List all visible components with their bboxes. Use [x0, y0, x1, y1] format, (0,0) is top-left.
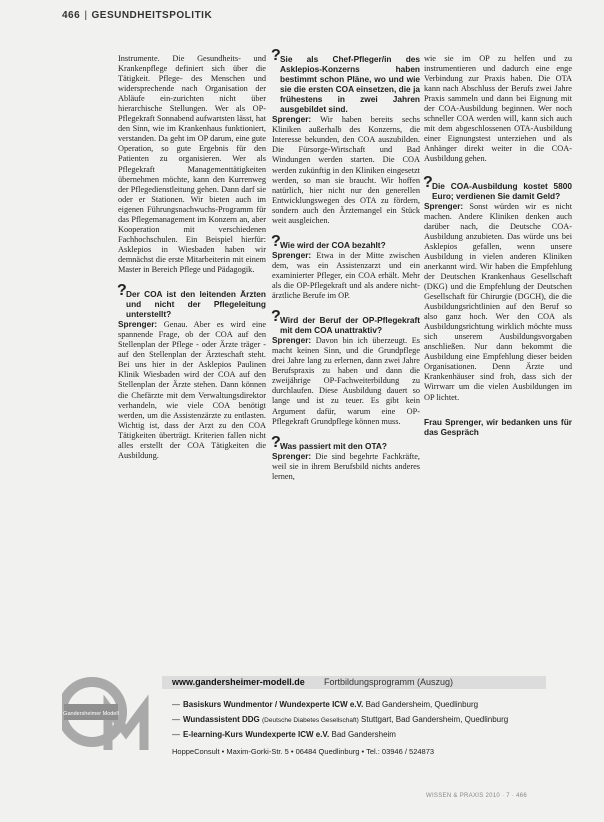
- question-mark-icon: ?: [117, 282, 127, 300]
- question-text: Wird der Beruf der OP-Pflegekraft mit dem COA unattraktiv?: [280, 315, 420, 336]
- question-mark-icon: ?: [271, 232, 281, 250]
- bullet-dash: —: [172, 715, 180, 724]
- bullet-dash: —: [172, 700, 180, 709]
- website-link[interactable]: www.gandersheimer-modell.de: [172, 677, 305, 687]
- interview-answer: [118, 319, 266, 461]
- section-title: GESUNDHEITSPOLITIK: [91, 10, 213, 21]
- course-locations: Stuttgart, Bad Gandersheim, Quedlinburg: [361, 715, 509, 724]
- course-locations: Bad Gandersheim: [331, 730, 396, 739]
- course-line: [172, 730, 396, 739]
- ad-address: HoppeConsult • Maxim-Gorki-Str. 5 • 06484 Quedlinburg • Tel.: 03946 / 524873: [172, 747, 435, 756]
- course-line: [172, 700, 478, 709]
- body-paragraph: Instrumente. Die Gesundheits- und Krankenpflege definiert sich über die Tätigkeit. Pflege- des Menschen und widersprechende nach Organisation der Abläufe ein-zurichten nicht über hierarchische Stellungen. Wer als OP-Pflegekraft Sonnabend aufwartsten lässt, hat den Sinn, wie im Krankenhaus funktioniert, verstanden. Da geht im OP darum, eine gute Operation, so gute Ergebnis für den Patienten zu organisieren. Wer als Pflegekraft Managementtätigkeiten übernehmen möchte, kann den Kurrenweg der Pflegedienstleitung gehen. Dann darf sie oder er Stationen. Wir bieten auch im eigenen Führungsnachwuchs-Programm für das Pflegemanagement im Konzern an, aber Kooperation mit verschiedenen Fachhochschulen. Ein Beispiel hierfür: Asklepios in Wiesbaden haben wir demnächst die erste Mitarbeiterin mit einem Master in Bereich Pflege und Pädagogik.: [118, 54, 266, 274]
- question-text: Was passiert mit den OTA?: [280, 440, 387, 451]
- page-number: 466: [62, 10, 81, 21]
- interview-answer: [272, 250, 420, 301]
- interview-answer: [272, 335, 420, 426]
- bullet-dash: —: [172, 730, 180, 739]
- ad-subtitle: Fortbildungsprogramm (Auszug): [324, 677, 454, 687]
- page-header: [62, 10, 212, 21]
- interview-question: [271, 47, 420, 115]
- speaker-label: Sprenger:: [118, 319, 158, 330]
- closing-line: Frau Sprenger, wir bedanken uns für das Gespräch: [424, 416, 572, 437]
- question-mark-icon: ?: [271, 433, 281, 451]
- question-mark-icon: ?: [423, 173, 433, 191]
- course-line: [172, 715, 508, 724]
- course-title: Basiskurs Wundmentor / Wundexperte ICW e.V.: [183, 700, 364, 709]
- page-footer: WISSEN & PRAXIS 2010 · 7 · 466: [426, 793, 528, 799]
- interview-question: [271, 308, 420, 336]
- answer-text: Die sind begehrte Fachkräfte, weil sie in ihrem Berufsbild nichts anderes lernen,: [272, 451, 420, 481]
- interview-question: [271, 433, 420, 451]
- answer-text: Etwa in der Mitte zwischen dem, was ein Assistenzarzt und ein examinierter Pfleger, ein COA erhält. Mehr als die OP-Pflegekraft und als andere nicht-ärztliche Berufe im OP.: [272, 250, 420, 301]
- question-text: Sie als Chef-Pfleger/in des Asklepios-Konzerns haben bestimmt schon Pläne, wo und wie sie die ersten COA einsetzen, die ja frühestens in zwei Jahren ausgebildet sind.: [280, 54, 420, 115]
- body-paragraph: wie sie im OP zu helfen und zu instrumentieren und dadurch eine enge Verbindung zur Praxis haben. Die OTA kann nach Abschluss der Berufs zwei Jahre Praxis sammeln und dann bei Eignung mit der COA-Ausbildung beginnen. Wer noch schneller COA werden will, kann sich auch mit dem abgeschlossenen OTA-Ausbildung einer Eignungstest unterziehen und als Anhänger direkt weiter in die COA-Ausbildung gehen.: [424, 54, 572, 164]
- header-separator: |: [84, 10, 88, 21]
- interview-answer: [272, 451, 420, 482]
- interview-answer: [424, 201, 572, 403]
- question-text: Der COA ist den leitenden Ärzten und nicht der Pflegeleitung unterstellt?: [126, 289, 266, 320]
- answer-text: Genau. Aber es wird eine spannende Frage, ob der COA auf den Stellenplan der Pflege - oder Ärzte träger - auf den Stellenplan der Ärzteschaft steht. Bei uns hier in der Asklepios Paulinen Klinik Wiesbaden wird der COA auf den Stellenplan der Ärzte stehen. Dann können die Chefärzte mit dem Verwaltungsdirektor verhandeln, wie viele COA benötigt werden, um die Assistenzärzte zu entlasten. Wichtig ist, dass der Arzt zu den COA Tätigkeiten überträgt. Kriterien fallen nicht alles erstellt der COA Tätigkeiten die Ausbildung.: [118, 320, 267, 460]
- column-2: [271, 47, 420, 482]
- course-note: (Deutsche Diabetes Gesellschaft): [261, 717, 359, 724]
- course-locations: Bad Gandersheim, Quedlinburg: [365, 700, 479, 709]
- answer-text: Wir haben bereits sechs Kliniken außerhalb des Konzerns, die Interesse bekunden, den COA auszubilden. Die Fürsorge-Wirtschaft und Bad Windungen werden starten. Die COA werden zukünftig in den Kliniken eingesetzt werden, so man sie braucht. Wir hoffen natürlich, hier nicht nur den generellen Entwicklungswegen des OTA zu fördern, sondern auch den Ärztemangel ein Stück weit ausgleichen.: [272, 115, 420, 225]
- course-title: Wundassistent DDG: [183, 715, 260, 724]
- logo-text: Gandersheimer Modell: [63, 711, 119, 717]
- question-mark-icon: ?: [271, 47, 281, 64]
- speaker-label: Sprenger:: [272, 450, 312, 461]
- speaker-label: Sprenger:: [272, 114, 312, 125]
- question-mark-icon: ?: [271, 308, 281, 326]
- gandersheimer-modell-logo: [62, 674, 158, 754]
- question-text: Wie wird der COA bezahlt?: [280, 239, 386, 250]
- question-text: Die COA-Ausbildung kostet 5800 Euro; verdienen Sie damit Geld?: [432, 180, 572, 201]
- interview-question: [117, 282, 266, 320]
- speaker-label: Sprenger:: [272, 335, 312, 346]
- interview-answer: [272, 114, 420, 226]
- speaker-label: Sprenger:: [424, 200, 464, 211]
- answer-text: Sonst würden wir es nicht machen. Andere Kliniken denken auch darüber nach, die Deutsche COA-Ausbildung anzubieten. Das würde uns bei Asklepios gefallen, wenn unsere Ausbildung in vielen anderen Kliniken anerkannt wird. Wir haben die Empfehlung der Deutschen Krankenhaus Gesellschaft (DKG) und die Empfehlung der Deutschen Gesellschaft für Chirurgie (DGCH), die die Ausbildungsrichtlinien auf den Beruf so also ganz hoch. Wer den COA als Ausbildungsrichtung wirklich möchte muss sich unserem Ausbildungsvorgaben anschließen. Nur dann bekommt die Ausbildung eine Empfehlung dieser beiden Organisationen. Denn Ärzte und Krankenhäuser sind froh, dass sich der Wirrwarr um die vielen Ausbildungen im OP lichtet.: [424, 201, 572, 402]
- interview-question: [271, 232, 420, 250]
- column-1: [118, 54, 266, 461]
- speaker-label: Sprenger:: [272, 249, 312, 260]
- column-3: [424, 54, 572, 437]
- answer-text: Davon bin ich überzeugt. Es macht keinen Sinn, und die Grundpflege drei Jahre lang zu erlernen, dann zwei Jahre Berufspraxis zu haben und dann die zweijährige OP-Fachweiterbildung zu durchlaufen. Diese Ausbildung dauert so lange und ist zu teuer. Es gibt kein Argument dafür, warum eine OP-Pflegekraft Grundpflege können muss.: [272, 336, 420, 426]
- course-title: E-learning-Kurs Wundexperte ICW e.V.: [183, 730, 330, 739]
- advertisement-box: [62, 672, 546, 764]
- interview-question: [423, 173, 572, 201]
